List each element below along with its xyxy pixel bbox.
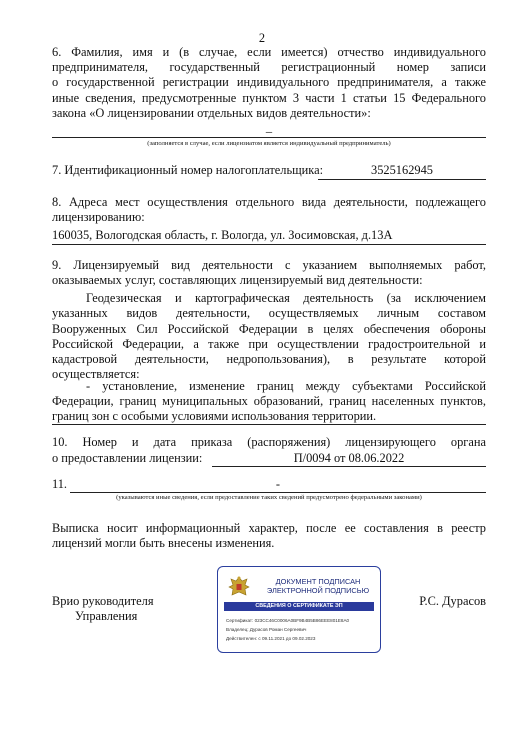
s9-item-2: Федерации, границ муниципальных образований, границ населенных пунктов, [52,394,486,408]
s6-line-1: 6. Фамилия, имя и (в случае, если имеется) отчество индивидуального [52,45,486,59]
electronic-signature-stamp [217,566,381,653]
s7-label: 7. Идентификационный номер налогоплательщика: [52,163,324,177]
s9-line-1: 9. Лицензируемый вид деятельности с указанием выполняемых работ, [52,258,486,272]
signer-name: Р.С. Дурасов [419,594,486,608]
stamp-cert: Сертификат: 023CC46C0006A0BF9B4B5B86EEE801E8A0 [226,618,350,623]
s10-line-1: 10. Номер и дата приказа (распоряжения) лицензирующего органа [52,435,486,449]
s11-label: 11. [52,477,68,491]
s9-underline [52,424,486,425]
page-number: 2 [258,31,266,45]
s9-body-4: Российской Федерации, а также при осуществлении градостроительной и [52,337,486,351]
s6-line-5: закона «О лицензировании отдельных видов деятельности»: [52,106,371,120]
s6-underline [52,137,486,138]
s9-line-2: оказываемых услуг, составляющих лицензируемый вид деятельности: [52,273,423,287]
s7-underline [318,179,486,180]
s9-item-3: границ зон с особыми условиями использования территории. [52,409,377,423]
s10-line-2-label: о предоставлении лицензии: [52,451,203,465]
s9-body-5: кадастровой деятельности, недропользования), в результате которой [52,352,486,366]
s8-line-2: лицензированию: [52,210,145,224]
s8-line-1: 8. Адреса мест осуществления отдельного вида деятельности, подлежащего [52,195,486,209]
s8-value: 160035, Вологодская область, г. Вологда, ул. Зосимовская, д.13А [52,228,393,242]
s9-body-3: Вооруженных Сил Российской Федерации в целях обеспечения обороны [52,322,486,336]
stamp-title-line-2: ЭЛЕКТРОННОЙ ПОДПИСЬЮ [266,586,370,595]
coat-of-arms-icon [226,574,252,600]
s8-underline [52,244,486,245]
stamp-valid: Действителен: с 09.11.2021 до 09.02.2023 [226,636,316,641]
stamp-band: СВЕДЕНИЯ О СЕРТИФИКАТЕ ЭП [224,602,374,611]
s10-underline [212,466,486,467]
s11-underline [70,492,486,493]
disclaimer-line-2: лицензий могли быть внесены изменения. [52,536,275,550]
s6-line-3: о государственной регистрации индивидуального предпринимателя, а также [52,75,486,89]
s11-value: - [275,477,281,491]
s6-value: _ [265,120,273,134]
s6-line-4: иные сведения, предусмотренные пунктом 3 части 1 статьи 15 Федерального [52,91,486,105]
s9-body-1: Геодезическая и картографическая деятельность (за исключением [86,291,486,305]
stamp-title-line-1: ДОКУМЕНТ ПОДПИСАН [275,577,361,586]
s9-item-1: - установление, изменение границ между субъектами Российской [86,379,486,393]
stamp-owner: Владелец: Дурасов Роман Сергеевич [226,627,307,632]
s11-note: (указываются иные сведения, если предоставление таких сведений предусмотрено федеральными законами) [116,494,422,501]
disclaimer-line-1: Выписка носит информационный характер, после ее составления в реестр [52,521,486,535]
s9-body-6: осуществляется: [52,367,140,381]
s6-note: (заполняется в случае, если лицензиатом является индивидуальный предприниматель) [147,140,391,147]
s7-value: 3525162945 [371,163,433,177]
signer-position-1: Врио руководителя [52,594,154,608]
signer-position-2: Управления [75,609,138,623]
s9-body-2: указанных видов деятельности, осуществляемых личным составом [52,306,486,320]
s6-line-2: предпринимателя, государственный регистрационный номер записи [52,60,486,74]
s10-value: П/0094 от 08.06.2022 [293,451,405,465]
stamp-title [258,577,378,595]
